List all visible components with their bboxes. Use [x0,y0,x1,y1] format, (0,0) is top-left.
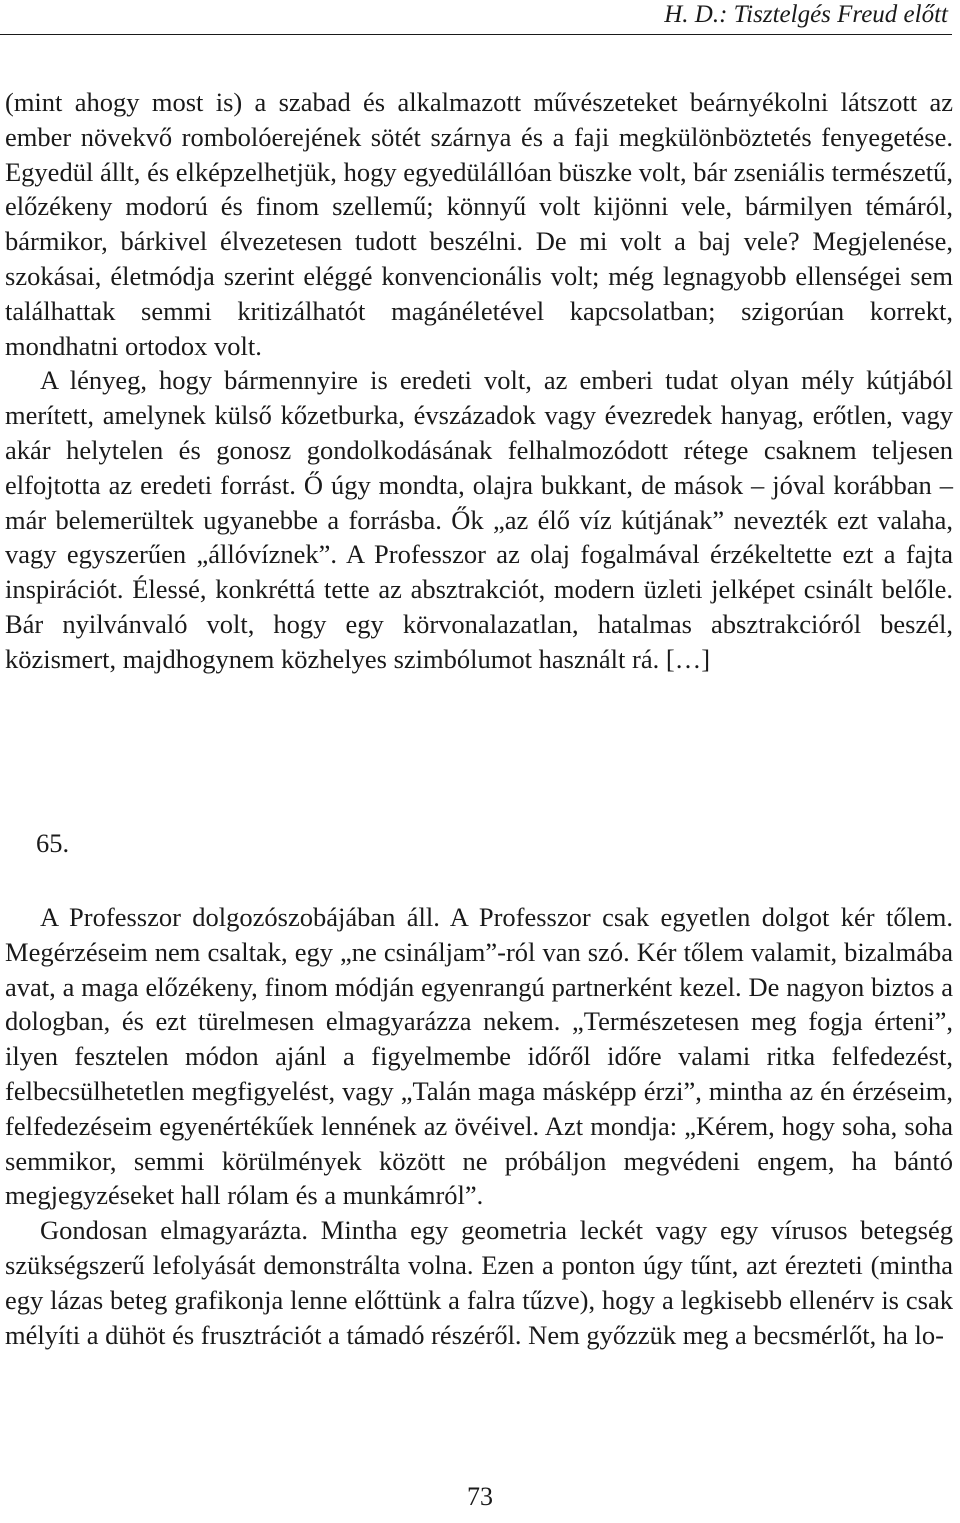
running-header-title: H. D.: Tisztelgés Freud előtt [664,1,948,28]
section-number: 65. [36,828,70,858]
paragraph: A lényeg, hogy bármennyire is eredeti volt, az emberi tudat olyan mély kútjából merített, amelynek külső kőzetburka, évszázadok vagy évezredek hanyag, erőtlen, vagy akár helytelen és gonosz gondolkodásának felhalmozódott rétege csaknem teljesen elfojtotta az eredeti forrást. Ő úgy mondta, olajra bukkant, de mások – jóval korábban – már belemerültek ugyanebbe a forrásba. Ők „az élő víz kútjának” nevezték ezt valaha, vagy egyszerűen „állóvíznek”. A Professzor az olaj fogalmával érzékeltette ezt a fajta inspirációt. Élessé, konkréttá tette az absztrakciót, modern üzleti jelképet csinált belőle. Bár nyilvánvaló volt, hogy egy körvonalazatlan, hatalmas absztrakcióról beszél, közismert, majdhogynem közhelyes szimbólumot használt rá. […] [5,365,953,674]
paragraph: A Professzor dolgozószobájában áll. A Professzor csak egyetlen dolgot kér tőlem. Megérzéseim nem csaltak, egy „ne csináljam”-ról van szó. Kér tőlem valamit, bizalmába avat, a maga előzékeny, finom módján egyenrangú partnerként kezel. De nagyon biztos a dologban, és ezt türelmesen elmagyarázza nekem. „Természetesen meg fogja érteni”, ilyen fesztelen módon ajánl a figyelmembe időről időre valami ritka felfedezést, felbecsülhetetlen megfigyelést, vagy „Talán maga másképp érzi”, mintha az én érzéseim, felfedezéseim egyenértékűek lennének az övéivel. Azt mondja: „Kérem, hogy soha, soha semmikor, semmi körülmények között ne próbáljon megvédeni engem, ha bántó megjegyzéseket hall rólam és a munkámról”. [5,902,953,1211]
header-divider [0,34,952,35]
text-block-lower [5,900,953,1352]
paragraph: Gondosan elmagyarázta. Mintha egy geometria leckét vagy egy vírusos betegség szükségszerű lefolyását demonstrálta volna. Ezen a ponton úgy tűnt, azt érezteti (mintha egy lázas beteg grafikonja lenne előttünk a falra tűzve), hogy a legkisebb ellenérv is csak mélyíti a dühöt és frusztrációt a támadó részéről. Nem győzzük meg a becsmérlőt, ha lo- [5,1215,953,1350]
text-block-upper [5,85,953,677]
paragraph-continued: (mint ahogy most is) a szabad és alkalmazott művészeteket beárnyékolni látszott az ember növekvő rombolóerejének sötét szárnya és a faji megkülönböztetés fenyegetése. Egyedül állt, és elképzelhetjük, hogy egyedülállóan büszke volt, bár zseniális természetű, előzékeny modorú és finom szellemű; könnyű volt kijönni vele, bármilyen témáról, bármikor, bárkivel élvezetesen tudott beszélni. De mi volt a baj vele? Megjelenése, szokásai, életmódja szerint eléggé konvencionális volt; még legnagyobb ellenségei sem találhattak semmi kritizálhatót magánéletével kapcsolatban; szigorúan korrekt, mondhatni ortodox volt. [5,87,953,361]
page-number: 73 [467,1482,493,1511]
